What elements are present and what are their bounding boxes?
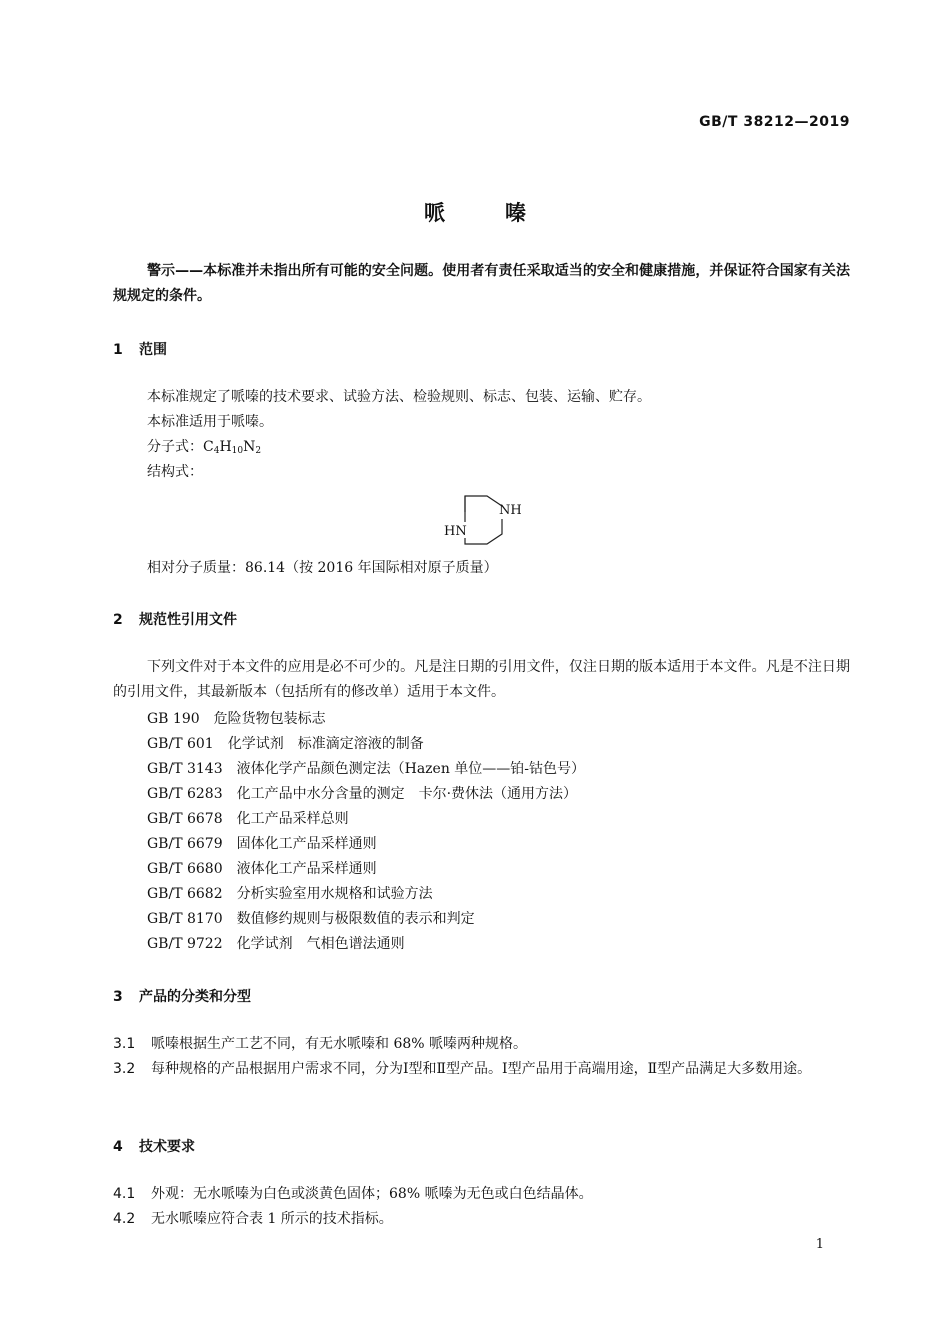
reference-item bbox=[147, 809, 349, 829]
reference-title: 化学试剂 气相色谱法通则 bbox=[236, 936, 405, 952]
reference-code: GB/T 6283 bbox=[147, 786, 223, 802]
reference-item bbox=[147, 709, 326, 729]
clause-text: 每种规格的产品根据用户需求不同，分为Ⅰ型和Ⅱ型产品。Ⅰ型产品用于高端用途，Ⅱ型产品满足大多数用途。 bbox=[151, 1061, 812, 1077]
molecular-formula bbox=[147, 437, 261, 461]
section-number: 1 bbox=[113, 342, 123, 358]
formula-c: C bbox=[203, 439, 214, 455]
standard-code: GB/T 38212—2019 bbox=[699, 114, 850, 130]
reference-item bbox=[147, 784, 577, 804]
reference-item bbox=[147, 909, 475, 929]
formula-label: 分子式： bbox=[147, 439, 203, 455]
reference-title: 分析实验室用水规格和试验方法 bbox=[236, 886, 433, 902]
structure-label: 结构式： bbox=[147, 464, 203, 480]
clause-number: 4.2 bbox=[113, 1211, 136, 1227]
section-3-heading bbox=[113, 986, 251, 1006]
warning-paragraph: 警示——本标准并未指出所有可能的安全问题。使用者有责任采取适当的安全和健康措施，并保证符合国家有关法规规定的条件。 bbox=[113, 263, 850, 304]
formula-h-count: 10 bbox=[231, 446, 244, 456]
section-title: 技术要求 bbox=[139, 1139, 195, 1155]
reference-code: GB/T 601 bbox=[147, 736, 214, 752]
page-title: 哌嗪 bbox=[424, 201, 586, 225]
section-title: 规范性引用文件 bbox=[139, 612, 237, 628]
clause-4-1 bbox=[113, 1182, 850, 1207]
reference-code: GB/T 6680 bbox=[147, 861, 223, 877]
section-4-heading bbox=[113, 1136, 195, 1156]
reference-code: GB 190 bbox=[147, 711, 200, 727]
clause-4-2 bbox=[113, 1207, 850, 1232]
reference-item bbox=[147, 759, 585, 779]
reference-item bbox=[147, 834, 377, 854]
reference-code: GB/T 6678 bbox=[147, 811, 223, 827]
formula-c-count: 4 bbox=[213, 446, 220, 456]
section-title: 产品的分类和分型 bbox=[139, 989, 251, 1005]
reference-title: 化工产品采样总则 bbox=[236, 811, 349, 827]
reference-item bbox=[147, 859, 377, 879]
reference-item bbox=[147, 934, 405, 954]
reference-code: GB/T 9722 bbox=[147, 936, 223, 952]
reference-code: GB/T 8170 bbox=[147, 911, 223, 927]
clause-text: 外观：无水哌嗪为白色或淡黄色固体；68% 哌嗪为无色或白色结晶体。 bbox=[151, 1186, 593, 1202]
reference-title: 化工产品中水分含量的测定 卡尔·费休法（通用方法） bbox=[236, 786, 578, 802]
reference-code: GB/T 3143 bbox=[147, 761, 223, 777]
ring-bond-bottom bbox=[465, 519, 502, 544]
reference-title: 化学试剂 标准滴定溶液的制备 bbox=[227, 736, 424, 752]
formula-n-count: 2 bbox=[255, 446, 262, 456]
reference-item bbox=[147, 884, 433, 904]
formula-n: N bbox=[243, 439, 256, 455]
clause-text: 无水哌嗪应符合表 1 所示的技术指标。 bbox=[151, 1211, 393, 1227]
reference-code: GB/T 6682 bbox=[147, 886, 223, 902]
reference-item bbox=[147, 734, 424, 754]
clause-text: 哌嗪根据生产工艺不同，有无水哌嗪和 68% 哌嗪两种规格。 bbox=[151, 1036, 528, 1052]
section-1-heading bbox=[113, 339, 167, 359]
clause-number: 4.1 bbox=[113, 1186, 136, 1202]
scope-line-2: 本标准适用于哌嗪。 bbox=[147, 414, 273, 430]
normative-intro: 下列文件对于本文件的应用是必不可少的。凡是注日期的引用文件，仅注日期的版本适用于本文件。凡是不注日期的引用文件，其最新版本（包括所有的修改单）适用于本文件。 bbox=[113, 659, 850, 700]
reference-title: 固体化工产品采样通则 bbox=[236, 836, 377, 852]
ring-bond-top bbox=[465, 496, 502, 512]
reference-title: 数值修约规则与极限数值的表示和判定 bbox=[236, 911, 475, 927]
reference-title: 危险货物包装标志 bbox=[213, 711, 326, 727]
scope-line-1: 本标准规定了哌嗪的技术要求、试验方法、检验规则、标志、包装、运输、贮存。 bbox=[147, 389, 651, 405]
piperazine-structure bbox=[440, 484, 530, 554]
molecular-mass: 相对分子质量：86.14（按 2016 年国际相对原子质量） bbox=[147, 560, 498, 576]
nh-left-label: HN bbox=[444, 524, 467, 539]
section-2-heading bbox=[113, 609, 237, 629]
clause-3-1 bbox=[113, 1032, 850, 1057]
reference-title: 液体化工产品采样通则 bbox=[236, 861, 377, 877]
clause-number: 3.1 bbox=[113, 1036, 136, 1052]
section-number: 3 bbox=[113, 989, 123, 1005]
formula-h: H bbox=[219, 439, 232, 455]
clause-number: 3.2 bbox=[113, 1061, 136, 1077]
section-title: 范围 bbox=[139, 342, 167, 358]
section-number: 4 bbox=[113, 1139, 123, 1155]
page-number: 1 bbox=[815, 1237, 824, 1252]
clause-3-2 bbox=[113, 1057, 850, 1082]
section-number: 2 bbox=[113, 612, 123, 628]
nh-top-label: NH bbox=[499, 503, 522, 518]
reference-title: 液体化学产品颜色测定法（Hazen 单位——铂-钴色号） bbox=[236, 761, 586, 777]
reference-code: GB/T 6679 bbox=[147, 836, 223, 852]
